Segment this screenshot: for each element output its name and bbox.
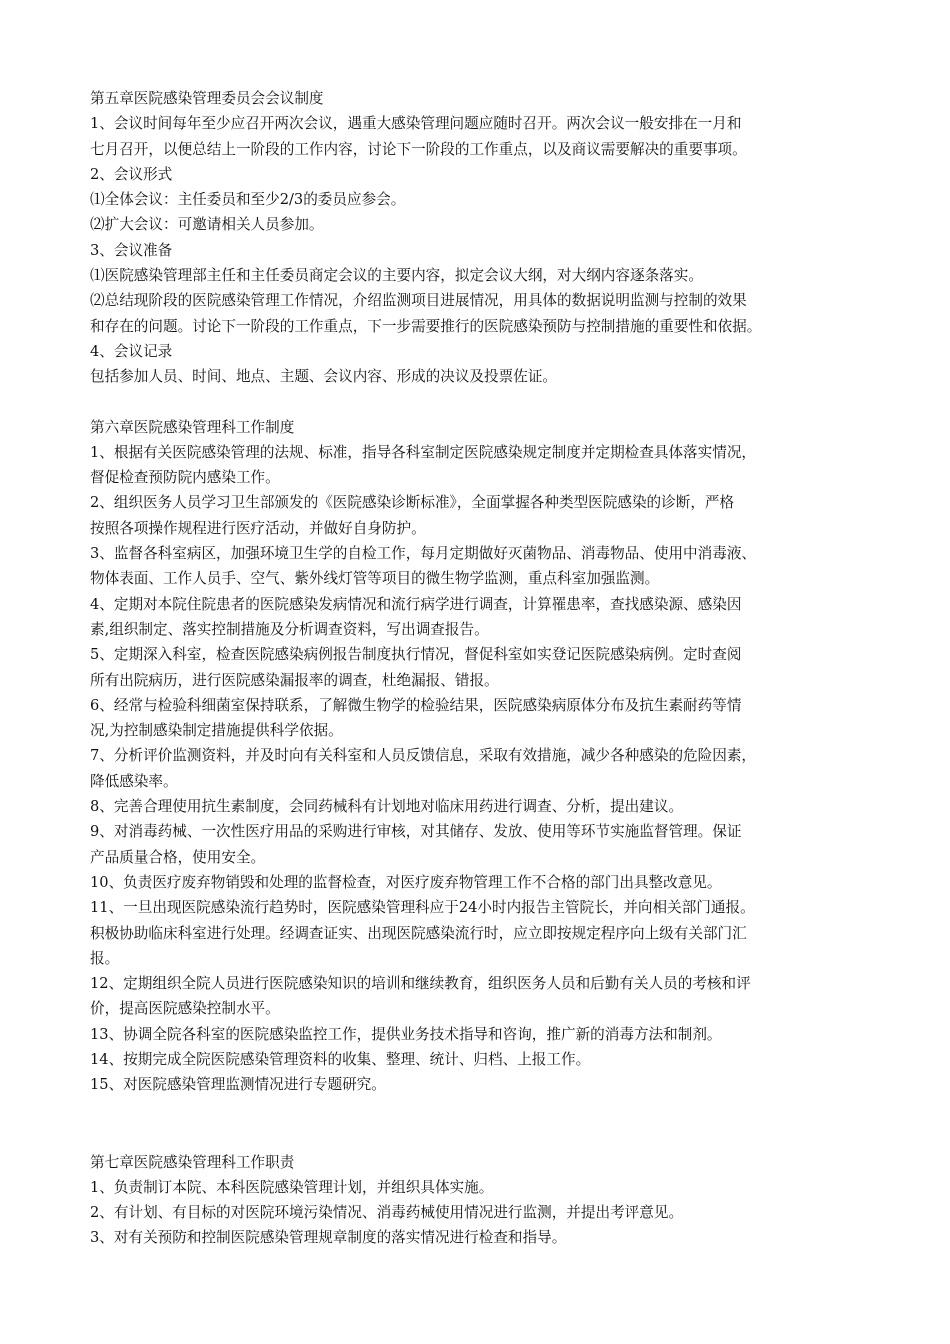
text-line: 报。 [90, 949, 120, 967]
text-line: 七月召开，以便总结上一阶段的工作内容，讨论下一阶段的工作重点，以及商议需要解决的重要事项。 [90, 140, 747, 158]
text-line: 8、完善合理使用抗生素制度，会同药械科有计划地对临床用药进行调查、分析，提出建议。 [90, 798, 684, 816]
text-line: 1、会议时间每年至少应召开两次会议，遇重大感染管理问题应随时召开。两次会议一般安排在一月和 [90, 115, 742, 133]
text-line: 积极协助临床科室进行处理。经调查证实、出现医院感染流行时，应立即按规定程序向上级有关部门汇 [90, 924, 747, 942]
text-line: 9、对消毒药械、一次性医疗用品的采购进行审核，对其储存、发放、使用等环节实施监督管理。保证 [90, 823, 742, 841]
text-line: 和存在的问题。讨论下一阶段的工作重点，下一步需要推行的医院感染预防与控制措施的重要性和依据。 [90, 317, 762, 335]
text-line: 14、按期完成全院医院感染管理资料的收集、整理、统计、归档、上报工作。 [90, 1050, 591, 1068]
text-line: ⑵扩大会议：可邀请相关人员参加。 [90, 216, 324, 234]
section-title: 第七章医院感染管理科工作职责 [90, 1153, 295, 1171]
text-line: 产品质量合格，使用安全。 [90, 848, 266, 866]
section-title: 第五章医院感染管理委员会会议制度 [90, 90, 324, 107]
text-line: 物体表面、工作人员手、空气、紫外线灯管等项目的微生物学监测，重点科室加强监测。 [90, 570, 660, 588]
text-line: 4、会议记录 [90, 342, 173, 360]
text-line: 价，提高医院感染控制水平。 [90, 1000, 280, 1018]
text-line: 13、协调全院各科室的医院感染监控工作，提供业务技术指导和咨询，推广新的消毒方法和制剂。 [90, 1025, 722, 1043]
text-line: 6、经常与检验科细菌室保持联系，了解微生物学的检验结果，医院感染病原体分布及抗生素耐药等情 [90, 696, 742, 714]
section-7 [90, 1150, 870, 1251]
text-line: 11、一旦出现医院感染流行趋势时，医院感染管理科应于24小时内报告主管院长，并向相关部门通报。 [90, 899, 755, 917]
text-line: 所有出院病历，进行医院感染漏报率的调查，杜绝漏报、错报。 [90, 671, 499, 689]
section-title: 第六章医院感染管理科工作制度 [90, 418, 295, 436]
text-line: 7、分析评价监测资料，并及时向有关科室和人员反馈信息，采取有效措施，减少各种感染的危险因素， [90, 747, 757, 765]
text-line: 况,为控制感染制定措施提供科学依据。 [90, 722, 343, 740]
text-line: 1、负责制订本院、本科医院感染管理计划，并组织具体实施。 [90, 1178, 494, 1196]
text-line: 3、对有关预防和控制医院感染管理规章制度的落实情况进行检查和指导。 [90, 1229, 567, 1247]
text-line: 2、组织医务人员学习卫生部颁发的《医院感染诊断标准》，全面掌握各种类型医院感染的诊断，严格 [90, 494, 735, 512]
text-line: 素,组织制定、落实控制措施及分析调查资料，写出调查报告。 [90, 620, 489, 638]
text-line: 3、监督各科室病区，加强环境卫生学的自检工作，每月定期做好灭菌物品、消毒物品、使用中消毒液、 [90, 545, 757, 563]
text-line: ⑴全体会议：主任委员和至少2/3的委员应参会。 [90, 191, 406, 209]
text-line: 12、定期组织全院人员进行医院感染知识的培训和继续教育，组织医务人员和后勤有关人员的考核和评 [90, 975, 751, 993]
text-line: 包括参加人员、时间、地点、主题、会议内容、形成的决议及投票佐证。 [90, 368, 558, 386]
section-spacer [90, 390, 870, 415]
text-line: 督促检查预防院内感染工作。 [90, 469, 280, 487]
section-spacer [90, 1098, 870, 1150]
section-5 [90, 86, 870, 390]
text-line: ⑴医院感染管理部主任和主任委员商定会议的主要内容，拟定会议大纲，对大纲内容逐条落实。 [90, 267, 703, 285]
text-line: 按照各项操作规程进行医疗活动，并做好自身防护。 [90, 519, 426, 537]
document-page [90, 86, 870, 1251]
text-line: 3、会议准备 [90, 241, 173, 259]
text-line: 1、根据有关医院感染管理的法规、标准，指导各科室制定医院感染规定制度并定期检查具体落实情况， [90, 443, 757, 461]
text-line: 降低感染率。 [90, 772, 178, 790]
text-line: 4、定期对本院住院患者的医院感染发病情况和流行病学进行调查，计算罹患率，查找感染源、感染因 [90, 595, 742, 613]
text-line: 2、会议形式 [90, 165, 173, 183]
text-line: ⑵总结现阶段的医院感染管理工作情况，介绍监测项目进展情况，用具体的数据说明监测与控制的效果 [90, 292, 747, 310]
text-line: 5、定期深入科室，检查医院感染病例报告制度执行情况，督促科室如实登记医院感染病例。定时查阅 [90, 646, 742, 664]
text-line: 10、负责医疗废弃物销毁和处理的监督检查，对医疗废弃物管理工作不合格的部门出具整改意见。 [90, 873, 722, 891]
text-line: 2、有计划、有目标的对医院环境污染情况、消毒药械使用情况进行监测，并提出考评意见。 [90, 1204, 684, 1222]
text-line: 15、对医院感染管理监测情况进行专题研究。 [90, 1076, 386, 1094]
section-6 [90, 415, 870, 1098]
